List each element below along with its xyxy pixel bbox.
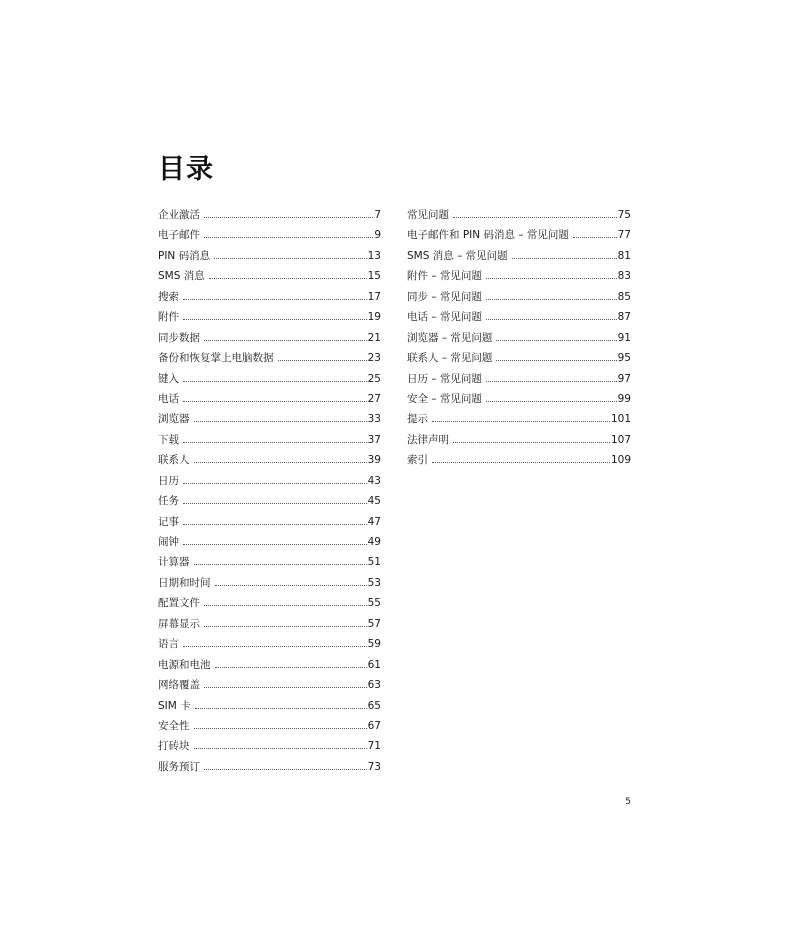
toc-entry-page: 15: [367, 270, 381, 283]
toc-entry-page: 37: [367, 433, 381, 446]
toc-entry[interactable]: [407, 307, 631, 327]
toc-dot-leader: [204, 340, 367, 341]
toc-entry-label: 企业激活: [158, 209, 200, 221]
toc-dot-leader: [453, 217, 617, 218]
toc-entry[interactable]: [407, 369, 631, 389]
toc-entry[interactable]: [158, 696, 381, 716]
toc-dot-leader: [194, 421, 367, 422]
toc-entry[interactable]: [158, 736, 381, 756]
toc-entry-page: 75: [617, 209, 631, 221]
toc-dot-leader: [194, 462, 367, 463]
toc-left-column: [158, 205, 381, 777]
toc-entry-label: 电子邮件和 PIN 码消息 – 常见问题: [407, 229, 569, 242]
toc-entry-label: SIM 卡: [158, 699, 191, 712]
toc-entry-label: 备份和恢复掌上电脑数据: [158, 352, 274, 365]
toc-entry[interactable]: [158, 532, 381, 552]
toc-entry-page: 77: [617, 229, 631, 242]
toc-dot-leader: [183, 319, 367, 320]
toc-entry[interactable]: [407, 430, 631, 450]
toc-dot-leader: [214, 258, 367, 259]
toc-entry-label: 语言: [158, 638, 179, 651]
toc-entry-page: 81: [617, 249, 631, 262]
toc-entry-page: 27: [367, 392, 381, 405]
toc-entry-page: 71: [367, 740, 381, 753]
toc-entry-label: 索引: [407, 454, 428, 467]
toc-entry[interactable]: [158, 471, 381, 491]
toc-dot-leader: [204, 626, 367, 627]
toc-entry-page: 47: [367, 515, 381, 528]
toc-entry[interactable]: [158, 430, 381, 450]
toc-entry[interactable]: [407, 348, 631, 368]
toc-entry-page: 43: [367, 474, 381, 487]
toc-dot-leader: [486, 278, 617, 279]
toc-dot-leader: [432, 421, 610, 422]
toc-entry[interactable]: [158, 512, 381, 532]
toc-entry-page: 25: [367, 372, 381, 385]
toc-dot-leader: [496, 340, 616, 341]
toc-right-column: [407, 205, 631, 471]
toc-dot-leader: [215, 585, 367, 586]
toc-dot-leader: [432, 462, 610, 463]
toc-entry[interactable]: [407, 389, 631, 409]
toc-entry-page: 13: [367, 249, 381, 262]
toc-entry-label: 搜索: [158, 290, 179, 303]
toc-entry[interactable]: [158, 266, 381, 286]
toc-dot-leader: [183, 401, 367, 402]
toc-entry-label: 附件 – 常见问题: [407, 270, 482, 283]
toc-entry-label: SMS 消息: [158, 270, 205, 283]
toc-entry-page: 21: [367, 331, 381, 344]
toc-entry[interactable]: [407, 328, 631, 348]
toc-dot-leader: [183, 442, 367, 443]
toc-entry[interactable]: [158, 675, 381, 695]
toc-entry-label: 浏览器: [158, 413, 190, 426]
toc-entry[interactable]: [158, 328, 381, 348]
toc-entry[interactable]: [158, 634, 381, 654]
toc-entry-label: PIN 码消息: [158, 249, 211, 262]
toc-entry-page: 109: [610, 454, 631, 467]
toc-dot-leader: [183, 544, 367, 545]
toc-dot-leader: [204, 237, 373, 238]
toc-dot-leader: [194, 728, 367, 729]
toc-entry-page: 9: [374, 229, 381, 242]
toc-entry-label: 附件: [158, 311, 179, 324]
toc-entry-page: 39: [367, 454, 381, 467]
toc-entry[interactable]: [407, 450, 631, 470]
toc-entry-label: 日历 – 常见问题: [407, 372, 482, 385]
toc-entry-label: 同步 – 常见问题: [407, 290, 482, 303]
page-number: 5: [625, 797, 631, 807]
toc-entry-page: 49: [367, 536, 381, 548]
toc-entry[interactable]: [158, 205, 381, 225]
toc-entry-label: 浏览器 – 常见问题: [407, 331, 493, 344]
toc-dot-leader: [204, 769, 367, 770]
toc-entry-page: 83: [617, 270, 631, 283]
toc-entry-page: 61: [367, 658, 381, 671]
toc-entry[interactable]: [158, 225, 381, 245]
toc-entry[interactable]: [158, 307, 381, 327]
toc-entry-page: 91: [617, 331, 631, 344]
toc-entry[interactable]: [407, 409, 631, 429]
toc-entry-label: 下载: [158, 433, 179, 446]
toc-entry-label: 提示: [407, 413, 428, 426]
toc-entry-page: 23: [367, 352, 381, 365]
toc-entry-label: 常见问题: [407, 209, 449, 221]
toc-entry[interactable]: [158, 716, 381, 736]
toc-entry-label: 电话 – 常见问题: [407, 311, 482, 324]
toc-dot-leader: [194, 748, 367, 749]
toc-entry-label: 电话: [158, 392, 179, 405]
toc-entry[interactable]: [158, 552, 381, 572]
toc-entry-page: 67: [367, 719, 381, 732]
toc-entry-page: 45: [367, 495, 381, 508]
toc-dot-leader: [183, 483, 367, 484]
toc-entry-label: 法律声明: [407, 433, 449, 446]
toc-entry[interactable]: [158, 614, 381, 634]
toc-entry-page: 63: [367, 679, 381, 692]
toc-entry-label: 联系人: [158, 454, 190, 467]
toc-entry-label: 安全性: [158, 719, 190, 732]
page-title: 目录: [158, 154, 214, 185]
toc-entry-page: 57: [367, 617, 381, 630]
toc-entry-label: 屏幕显示: [158, 617, 200, 630]
toc-entry-page: 101: [610, 413, 631, 426]
toc-entry-label: 服务预订: [158, 760, 200, 773]
toc-entry[interactable]: [158, 389, 381, 409]
toc-entry-page: 85: [617, 290, 631, 303]
toc-entry-label: 电子邮件: [158, 229, 200, 242]
toc-dot-leader: [183, 646, 367, 647]
toc-entry[interactable]: [158, 246, 381, 266]
toc-entry-label: 记事: [158, 515, 179, 528]
toc-entry[interactable]: [158, 348, 381, 368]
toc-entry-page: 51: [367, 556, 381, 569]
toc-entry-page: 19: [367, 311, 381, 324]
toc-dot-leader: [204, 605, 367, 606]
toc-dot-leader: [496, 360, 616, 361]
toc-dot-leader: [194, 564, 367, 565]
toc-entry[interactable]: [407, 205, 631, 225]
toc-entry-label: 任务: [158, 495, 179, 508]
toc-dot-leader: [573, 237, 617, 238]
toc-dot-leader: [215, 667, 367, 668]
toc-entry-page: 59: [367, 638, 381, 651]
toc-entry[interactable]: [158, 655, 381, 675]
toc-dot-leader: [204, 217, 373, 218]
toc-entry-label: 闹钟: [158, 536, 179, 548]
toc-entry-page: 95: [617, 352, 631, 365]
toc-entry-label: 电源和电池: [158, 658, 211, 671]
toc-entry-label: 网络覆盖: [158, 679, 200, 692]
toc-entry-page: 107: [610, 433, 631, 446]
toc-entry-label: 打砖块: [158, 740, 190, 753]
toc-entry-page: 33: [367, 413, 381, 426]
toc-entry-label: SMS 消息 – 常见问题: [407, 249, 508, 262]
toc-entry-page: 99: [617, 392, 631, 405]
toc-dot-leader: [512, 258, 617, 259]
toc-dot-leader: [183, 503, 367, 504]
toc-entry-page: 87: [617, 311, 631, 324]
toc-entry[interactable]: [158, 593, 381, 613]
toc-entry[interactable]: [158, 491, 381, 511]
toc-entry-page: 97: [617, 372, 631, 385]
toc-dot-leader: [486, 299, 617, 300]
toc-entry-page: 65: [367, 699, 381, 712]
toc-dot-leader: [486, 319, 617, 320]
toc-entry[interactable]: [407, 266, 631, 286]
toc-entry-label: 日历: [158, 474, 179, 487]
toc-entry-page: 73: [367, 760, 381, 773]
toc-entry[interactable]: [158, 757, 381, 777]
toc-dot-leader: [209, 278, 367, 279]
toc-entry[interactable]: [158, 287, 381, 307]
toc-dot-leader: [486, 381, 617, 382]
toc-entry[interactable]: [158, 573, 381, 593]
toc-dot-leader: [183, 381, 367, 382]
toc-entry-label: 日期和时间: [158, 576, 211, 589]
toc-dot-leader: [183, 524, 367, 525]
toc-entry-page: 53: [367, 576, 381, 589]
toc-dot-leader: [195, 708, 367, 709]
toc-entry[interactable]: [407, 246, 631, 266]
toc-dot-leader: [486, 401, 617, 402]
toc-entry[interactable]: [407, 287, 631, 307]
toc-entry-label: 同步数据: [158, 331, 200, 344]
toc-entry-label: 键入: [158, 372, 179, 385]
toc-entry[interactable]: [158, 409, 381, 429]
toc-entry-label: 安全 – 常见问题: [407, 392, 482, 405]
toc-dot-leader: [278, 360, 367, 361]
toc-dot-leader: [204, 687, 367, 688]
toc-entry-page: 7: [374, 209, 381, 221]
toc-dot-leader: [453, 442, 610, 443]
toc-dot-leader: [183, 299, 367, 300]
toc-entry[interactable]: [158, 450, 381, 470]
toc-entry[interactable]: [158, 369, 381, 389]
toc-entry-page: 55: [367, 597, 381, 610]
toc-entry-label: 计算器: [158, 556, 190, 569]
toc-entry-page: 17: [367, 290, 381, 303]
toc-entry[interactable]: [407, 225, 631, 245]
toc-entry-label: 联系人 – 常见问题: [407, 352, 493, 365]
toc-entry-label: 配置文件: [158, 597, 200, 610]
